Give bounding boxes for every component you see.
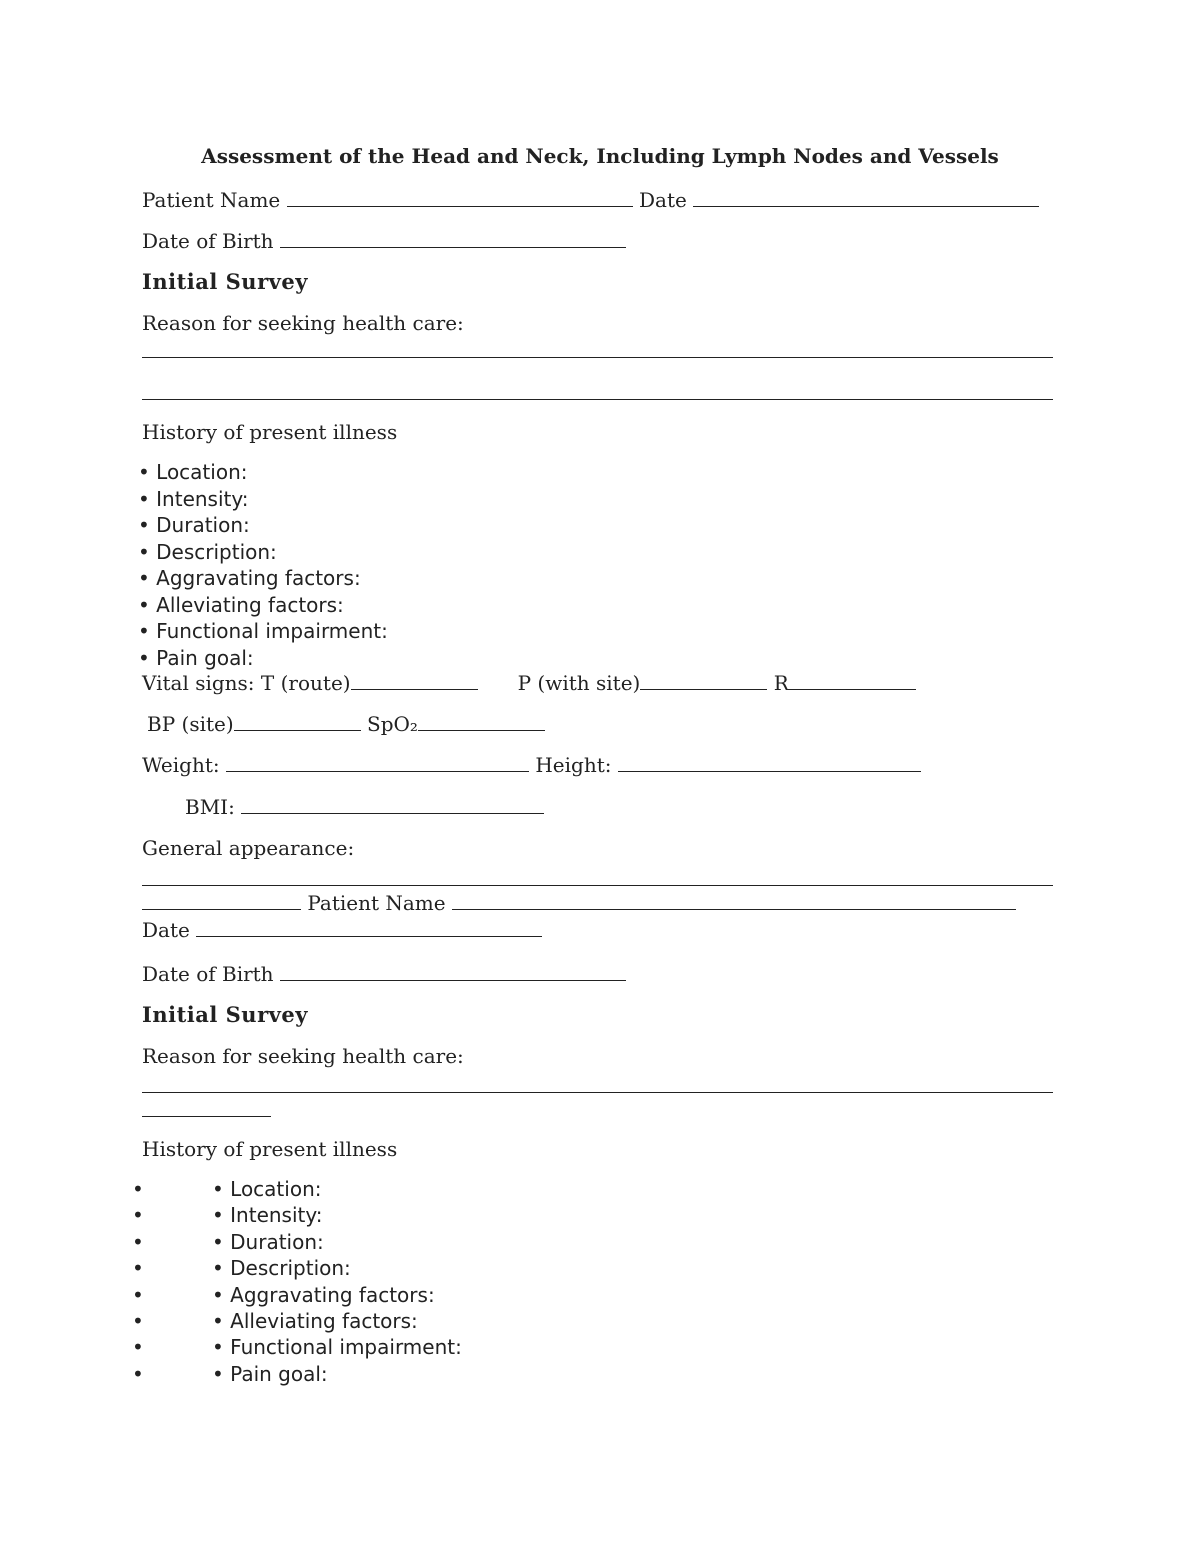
patient-name-label-2: Patient Name bbox=[307, 891, 446, 915]
list-item-duration: • Duration: bbox=[138, 513, 250, 537]
list-item-description: • Description: bbox=[138, 539, 277, 564]
date-label: Date bbox=[638, 188, 687, 212]
temp-field[interactable] bbox=[351, 672, 478, 690]
list-item-aggravating: • Aggravating factors: bbox=[138, 566, 361, 590]
reason-line-1[interactable] bbox=[142, 357, 1053, 358]
patient-name-field-2[interactable] bbox=[452, 892, 1016, 910]
weight-field[interactable] bbox=[226, 754, 529, 772]
date-field-2[interactable] bbox=[196, 919, 542, 937]
list-item-duration-2: • Duration: bbox=[212, 1229, 324, 1254]
list-item-intensity: • Intensity: bbox=[138, 486, 249, 511]
pulse-field[interactable] bbox=[640, 672, 767, 690]
dob-field[interactable] bbox=[280, 230, 626, 248]
dob-label-2: Date of Birth bbox=[142, 962, 274, 986]
spo2-label: SpO₂ bbox=[367, 712, 418, 736]
weight-height-row bbox=[142, 753, 921, 777]
resp-field[interactable] bbox=[789, 672, 916, 690]
height-label: Height: bbox=[535, 753, 612, 777]
bmi-row bbox=[185, 795, 544, 819]
list-item-alleviating-2: • Alleviating factors: bbox=[212, 1308, 418, 1333]
section-heading-initial-survey: Initial Survey bbox=[142, 269, 308, 294]
list-item-pain-goal: • Pain goal: bbox=[138, 645, 254, 670]
pulse-label: P (with site) bbox=[517, 671, 641, 695]
list-item-pain-goal-2: • Pain goal: bbox=[212, 1361, 328, 1386]
dob-label: Date of Birth bbox=[142, 229, 274, 253]
list-item-intensity-2: • Intensity: bbox=[212, 1203, 323, 1228]
patient-name-row bbox=[142, 188, 1039, 212]
list-item-functional: • Functional impairment: bbox=[138, 619, 388, 643]
patient-name-field[interactable] bbox=[287, 189, 633, 207]
spo2-field[interactable] bbox=[418, 713, 545, 731]
list-item-description-2: • Description: bbox=[212, 1256, 351, 1281]
reason-line-2[interactable] bbox=[142, 399, 1053, 400]
reason-label: Reason for seeking health care: bbox=[142, 311, 464, 335]
height-field[interactable] bbox=[618, 754, 921, 772]
bp-field[interactable] bbox=[234, 713, 361, 731]
list-item-alleviating: • Alleviating factors: bbox=[138, 592, 344, 617]
section-heading-initial-survey-2: Initial Survey bbox=[142, 1002, 308, 1027]
patient-name-row-2 bbox=[142, 891, 1016, 915]
reason-line-2b[interactable] bbox=[142, 1116, 271, 1117]
general-appearance-line[interactable] bbox=[142, 885, 1053, 886]
resp-label: R bbox=[773, 671, 789, 695]
dob-row bbox=[142, 229, 626, 253]
page-title: Assessment of the Head and Neck, Including Lymph Nodes and Vessels bbox=[201, 144, 999, 168]
date-row-2 bbox=[142, 918, 542, 942]
bp-row bbox=[147, 712, 545, 736]
vital-signs-label: Vital signs: bbox=[142, 671, 255, 695]
general-appearance-line-cont[interactable] bbox=[142, 892, 301, 910]
reason-line-2a[interactable] bbox=[142, 1092, 1053, 1093]
list-item-location: • Location: bbox=[138, 460, 248, 484]
reason-label-2: Reason for seeking health care: bbox=[142, 1044, 464, 1068]
bmi-label: BMI: bbox=[185, 795, 235, 819]
patient-name-label: Patient Name bbox=[142, 188, 281, 212]
list-item-location-2: • Location: bbox=[212, 1177, 322, 1201]
weight-label: Weight: bbox=[142, 753, 220, 777]
bmi-field[interactable] bbox=[241, 796, 544, 814]
list-item-functional-2: • Functional impairment: bbox=[212, 1335, 462, 1360]
list-item-aggravating-2: • Aggravating factors: bbox=[212, 1282, 435, 1307]
history-label-2: History of present illness bbox=[142, 1137, 398, 1161]
vital-signs-row bbox=[142, 671, 916, 695]
history-list bbox=[138, 459, 388, 671]
dob-row-2 bbox=[142, 962, 626, 986]
history-label: History of present illness bbox=[142, 420, 398, 444]
date-label-2: Date bbox=[142, 918, 190, 942]
general-appearance-label: General appearance: bbox=[142, 836, 355, 860]
bp-label: BP (site) bbox=[147, 712, 234, 736]
temp-label: T (route) bbox=[260, 671, 351, 695]
dob-field-2[interactable] bbox=[280, 963, 626, 981]
date-field[interactable] bbox=[693, 189, 1039, 207]
